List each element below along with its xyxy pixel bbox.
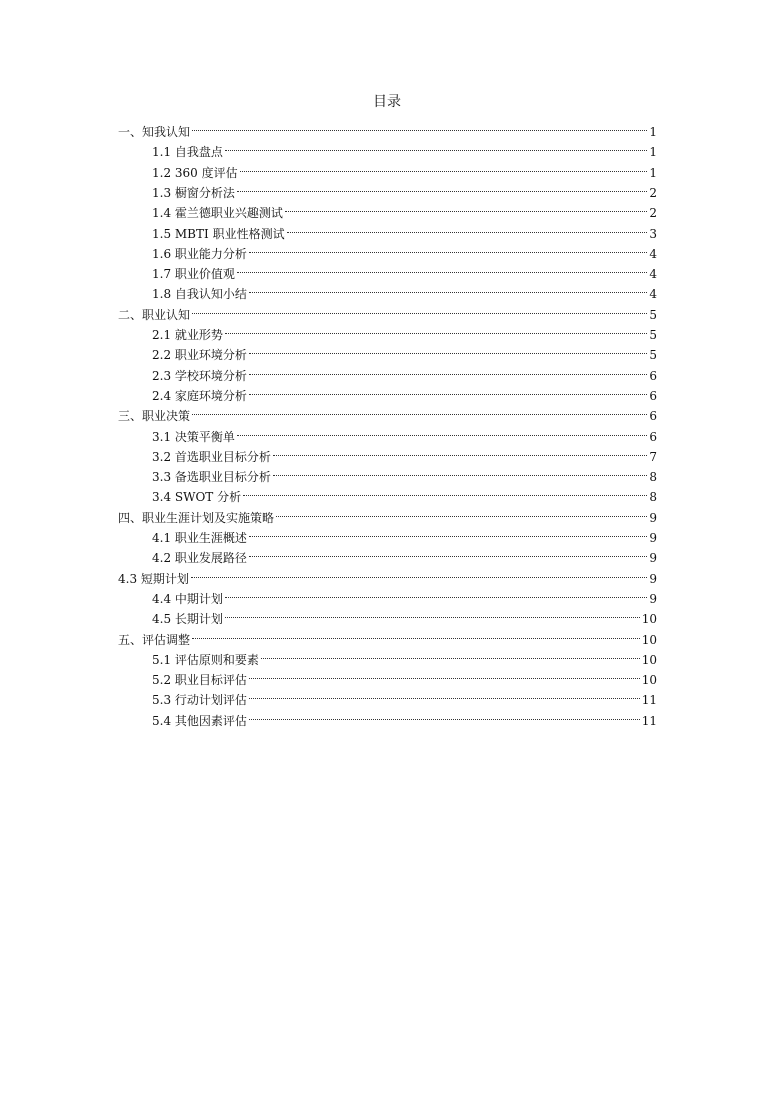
toc-entry-section[interactable]	[152, 197, 657, 221]
toc-entry-section[interactable]	[152, 177, 657, 200]
toc-dot-leader	[249, 705, 640, 725]
toc-entry-label: 3.3 备选职业目标分析	[152, 470, 271, 485]
toc-dot-leader	[225, 583, 647, 603]
toc-entry-section[interactable]	[152, 339, 657, 363]
toc-entry-section[interactable]	[152, 278, 657, 302]
toc-entry-section[interactable]	[152, 157, 657, 180]
toc-entry-label: 2.3 学校环境分析	[152, 368, 247, 383]
toc-dot-leader	[249, 238, 647, 258]
toc-dot-leader	[273, 441, 647, 461]
toc-dot-leader	[273, 461, 647, 481]
toc-entry-page-number: 1	[649, 165, 657, 180]
toc-entry-label: 1.7 职业价值观	[152, 267, 235, 282]
toc-dot-leader	[192, 299, 647, 319]
toc-entry-section[interactable]	[152, 461, 657, 485]
toc-entry-label: 2.1 就业形势	[152, 328, 223, 342]
toc-dot-leader	[287, 218, 648, 238]
toc-dot-leader	[249, 684, 640, 704]
toc-entry-label: 五、评估调整	[118, 632, 191, 647]
toc-entry-section[interactable]	[152, 705, 657, 728]
toc-entry-page-number: 3	[649, 226, 657, 241]
toc-entry-page-number: 9	[649, 551, 657, 566]
toc-entry-section[interactable]	[152, 664, 657, 688]
toc-entry-page-number: 8	[649, 470, 657, 485]
toc-entry-label: 三、职业决策	[118, 409, 191, 424]
toc-entry-label: 1.5 MBTI 职业性格测试	[152, 226, 285, 241]
toc-dot-leader	[192, 116, 647, 136]
toc-entry-label: 1.3 橱窗分析法	[152, 185, 235, 200]
toc-entry-page-number: 11	[641, 713, 657, 728]
toc-entry-label: 四、职业生涯计划及实施策略	[118, 510, 275, 525]
toc-dot-leader	[192, 400, 647, 420]
toc-entry-label: 二、职业认知	[118, 307, 191, 322]
toc-entry-label: 5.2 职业目标评估	[152, 673, 247, 688]
toc-entry-label: 4.5 长期计划	[152, 612, 223, 627]
toc-entry-section[interactable]	[152, 542, 657, 566]
toc-entry-label: 4.2 职业发展路径	[152, 551, 247, 566]
toc-entry-section[interactable]	[152, 319, 657, 342]
toc-dot-leader	[276, 502, 647, 522]
toc-entry-section[interactable]	[152, 481, 657, 505]
toc-entry-label: 1.6 职业能力分析	[152, 246, 247, 261]
toc-entry-label: 1.4 霍兰德职业兴趣测试	[152, 206, 283, 221]
toc-entry-page-number: 9	[649, 510, 657, 525]
toc-dot-leader	[240, 157, 648, 177]
toc-entry-page-number: 6	[649, 388, 657, 403]
toc-entry-page-number: 5	[649, 348, 657, 363]
toc-entry-label: 5.1 评估原则和要素	[152, 652, 259, 667]
toc-entry-label: 1.8 自我认知小结	[152, 287, 247, 302]
toc-dot-leader	[249, 542, 647, 562]
toc-dot-leader	[285, 197, 647, 217]
toc-entry-label: 2.4 家庭环境分析	[152, 388, 247, 403]
toc-entry-page-number: 9	[649, 531, 657, 545]
toc-dot-leader	[225, 136, 647, 156]
toc-dot-leader	[249, 278, 647, 298]
toc-entry-page-number: 1	[649, 145, 657, 160]
toc-entry-section[interactable]	[152, 238, 657, 261]
toc-entry-page-number: 4	[649, 246, 657, 261]
toc-entry-label: 3.1 决策平衡单	[152, 429, 235, 444]
toc-entry-section[interactable]	[152, 136, 657, 160]
toc-entry-section[interactable]	[152, 522, 657, 545]
toc-entry-page-number: 10	[641, 652, 657, 667]
toc-dot-leader	[243, 481, 647, 501]
toc-entry-chapter[interactable]	[118, 116, 657, 139]
toc-entry-page-number: 6	[649, 409, 657, 424]
toc-entry-section[interactable]	[152, 441, 657, 464]
toc-entry-page-number: 5	[649, 307, 657, 322]
toc-entry-label: 1.2 360 度评估	[152, 165, 238, 180]
toc-entry-chapter[interactable]	[118, 502, 657, 525]
toc-entry-page-number: 10	[641, 612, 657, 627]
toc-entry-section[interactable]	[152, 603, 657, 627]
toc-entry-label: 3.4 SWOT 分析	[152, 490, 242, 505]
toc-entry-page-number: 4	[649, 287, 657, 302]
toc-entry-page-number: 2	[649, 206, 657, 221]
toc-entry-page-number: 4	[649, 267, 657, 282]
toc-entry-label: 4.4 中期计划	[152, 591, 223, 606]
toc-entry-page-number: 8	[649, 490, 657, 505]
toc-entry-label: 1.1 自我盘点	[152, 145, 223, 160]
toc-entry-chapter[interactable]	[118, 624, 657, 647]
toc-entry-chapter[interactable]	[118, 400, 657, 424]
toc-entry-page-number: 5	[649, 328, 657, 342]
toc-dot-leader	[237, 177, 647, 197]
toc-entry-label: 2.2 职业环境分析	[152, 348, 247, 363]
toc-entry-page-number: 1	[649, 125, 657, 139]
toc-entry-chapter[interactable]	[118, 299, 657, 322]
toc-entry-page-number: 11	[641, 693, 657, 708]
toc-entry-section[interactable]	[152, 644, 657, 667]
toc-entry-section[interactable]	[152, 380, 657, 403]
toc-entry-section[interactable]	[152, 218, 657, 241]
toc-dot-leader	[249, 664, 640, 684]
toc-entry-label: 5.3 行动计划评估	[152, 693, 247, 708]
toc-dot-leader	[249, 360, 647, 380]
toc-entry-page-number: 9	[649, 591, 657, 606]
toc-dot-leader	[191, 563, 647, 583]
toc-entry-section[interactable]	[152, 684, 657, 708]
toc-entry-page-number: 6	[649, 429, 657, 444]
toc-title: 目录	[373, 94, 401, 110]
toc-dot-leader	[225, 603, 640, 623]
toc-entry-section[interactable]	[152, 360, 657, 383]
toc-entry-chapter[interactable]	[118, 563, 657, 586]
toc-dot-leader	[249, 339, 647, 359]
toc-dot-leader	[249, 380, 647, 400]
toc-entry-page-number: 9	[649, 571, 657, 586]
toc-entry-page-number: 6	[649, 368, 657, 383]
toc-entry-label: 5.4 其他因素评估	[152, 713, 247, 728]
toc-dot-leader	[249, 522, 647, 542]
toc-entry-section[interactable]	[152, 258, 657, 282]
toc-entry-section[interactable]	[152, 583, 657, 606]
toc-entry-page-number: 2	[649, 185, 657, 200]
toc-dot-leader	[237, 421, 647, 441]
toc-entry-page-number: 10	[641, 673, 657, 688]
toc-entry-label: 4.1 职业生涯概述	[152, 531, 247, 545]
toc-entry-section[interactable]	[152, 421, 657, 444]
toc-dot-leader	[192, 624, 640, 644]
toc-entry-label: 一、知我认知	[118, 125, 191, 139]
toc-entry-page-number: 10	[641, 632, 657, 647]
toc-entry-label: 3.2 首选职业目标分析	[152, 449, 271, 464]
toc-entry-label: 4.3 短期计划	[118, 571, 189, 586]
toc-entry-page-number: 7	[649, 449, 657, 464]
toc-dot-leader	[261, 644, 640, 664]
toc-dot-leader	[237, 258, 647, 278]
toc-dot-leader	[225, 319, 647, 339]
